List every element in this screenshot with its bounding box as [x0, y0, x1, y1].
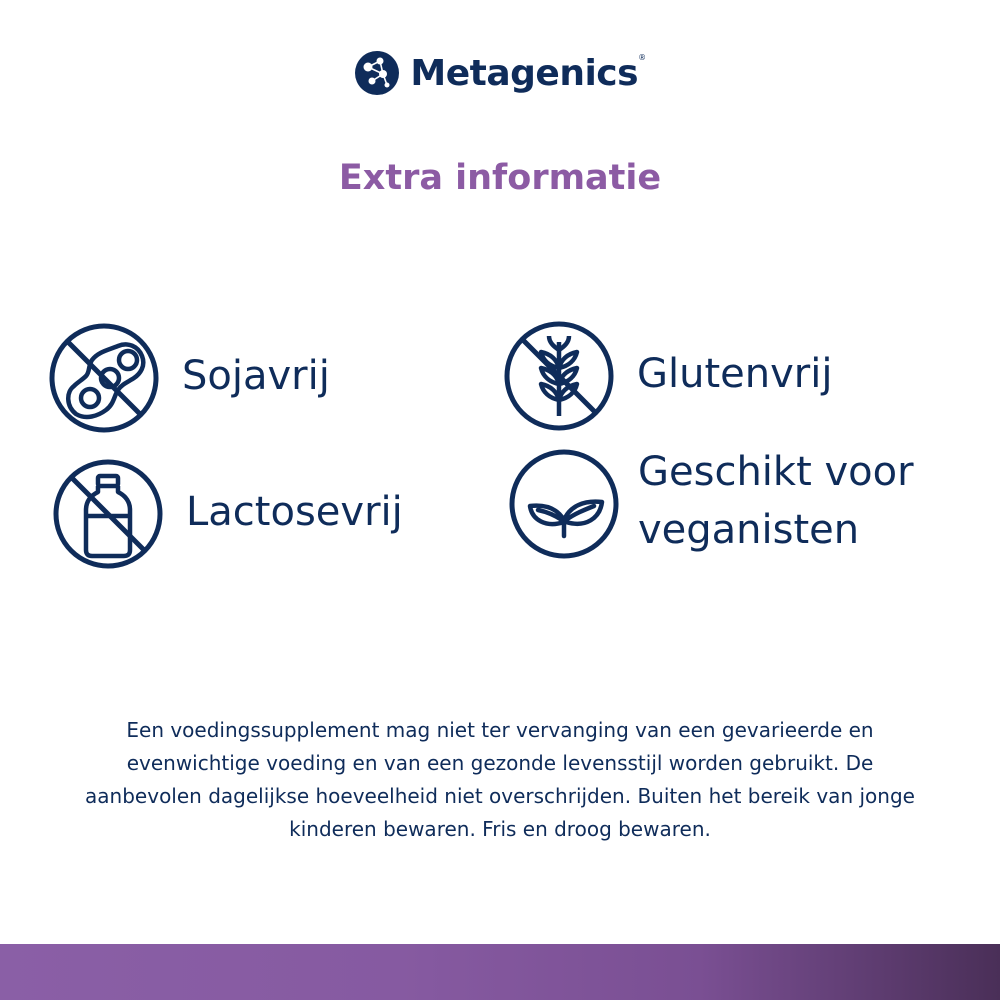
- feature-label-line-1: Geschikt voor: [638, 449, 914, 495]
- feature-vegan: [508, 448, 948, 578]
- feature-label-line-2: veganisten: [638, 507, 860, 553]
- feature-label: Glutenvrij: [637, 351, 833, 397]
- brand-logo: [0, 50, 1000, 96]
- feature-soy-free: [48, 322, 468, 437]
- feature-label: Lactosevrij: [186, 489, 403, 535]
- section-heading: Extra informatie: [338, 158, 662, 198]
- feature-label: Sojavrij: [182, 353, 330, 399]
- soy-free-icon: [48, 322, 160, 434]
- gluten-free-icon: [503, 320, 615, 432]
- metagenics-logo-icon: [354, 50, 400, 96]
- bottom-gradient-bar: [0, 944, 1000, 1000]
- lactose-free-icon: [52, 458, 164, 570]
- feature-gluten-free: [503, 320, 923, 435]
- disclaimer-text: Een voedingssupplement mag niet ter vervanging van een gevarieerde en evenwichtige voeding en van een gezonde levensstijl worden gebruikt. De aanbevolen dagelijkse hoeveelheid niet overschrijden. Buiten het bereik van jonge kinderen bewaren. Fris en droog bewaren.: [85, 718, 915, 841]
- feature-lactose-free: [52, 458, 472, 573]
- vegan-leaf-icon: [508, 448, 620, 560]
- brand-name: Metagenics®: [410, 52, 646, 94]
